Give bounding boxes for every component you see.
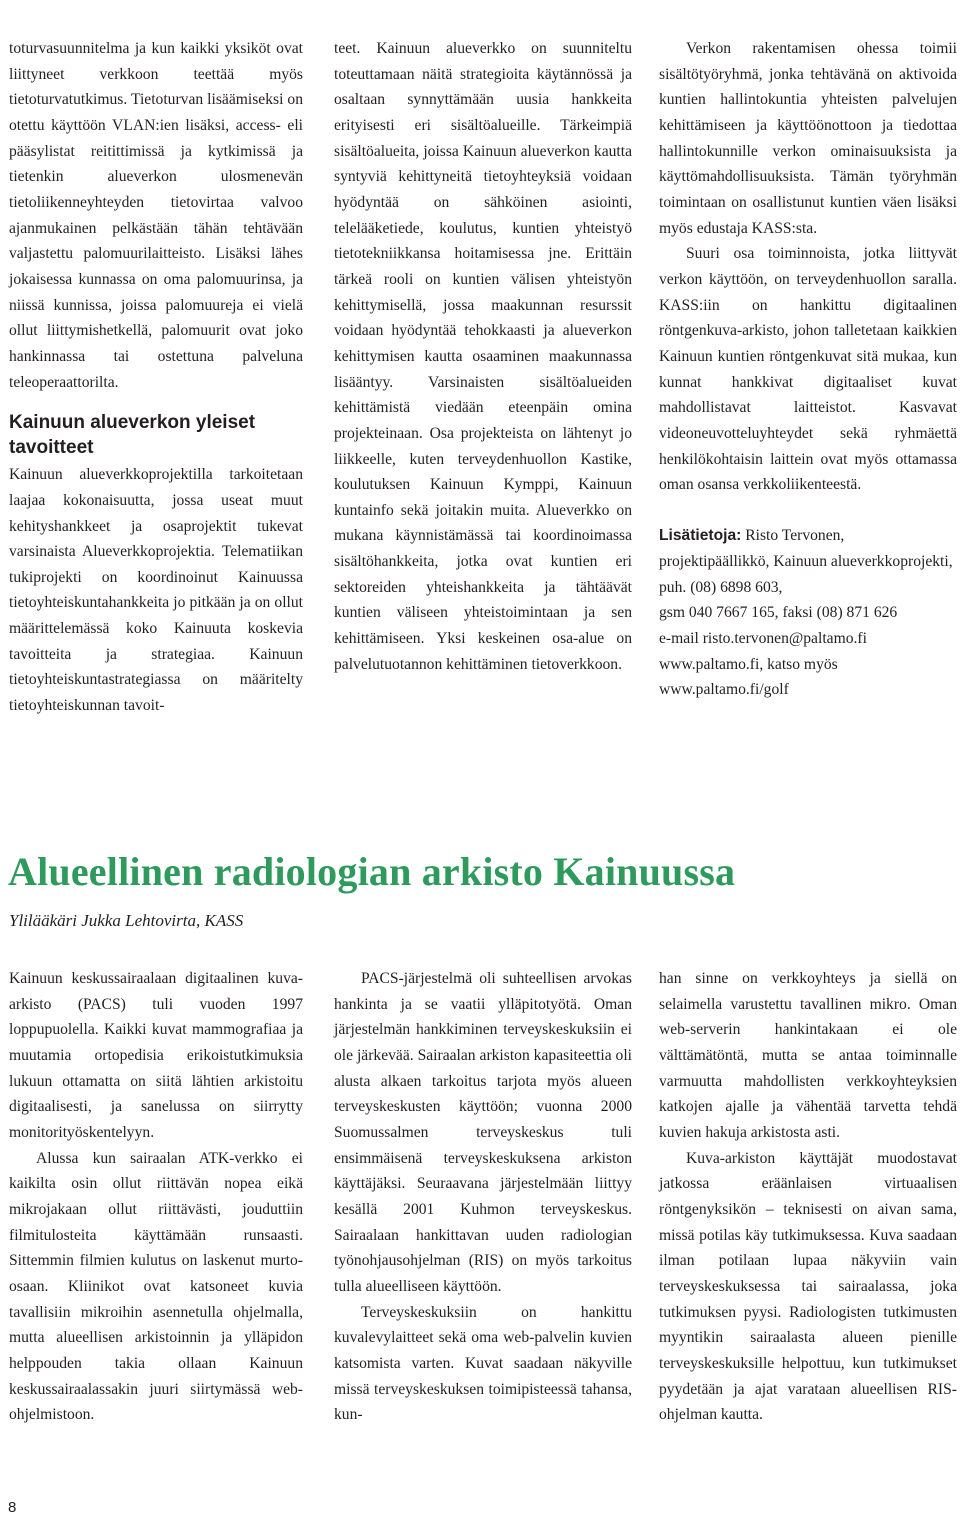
article-col1-paragraph-2: Alussa kun sairaalan ATK-verkko ei kaikilta osin ollut riittävän nopea eikä mikrojakaan ollut riittävästi, jouduttiin filmitulosteita käyttämään runsaasti. Sittemmin filmien kulutus on laskenut murto-osaan. Kliinikot ovat katsoneet kuvia tavallisiin mikroihin asennetulla ohjelmalla, mutta alueellisen arkistoinnin ja ylläpidon helppouden takia ollaan Kainuun keskussairaalassakin juuri siirtymässä web-ohjelmistoon. (9, 1149, 303, 1424)
contact-label: Lisätietoja: (659, 527, 742, 545)
article-column-3 (659, 966, 957, 1428)
contact-email: e-mail risto.tervonen@paltamo.fi (659, 630, 867, 648)
article-column-1 (9, 966, 303, 1428)
article-col2-paragraph-1: PACS-järjestelmä oli suhteellisen arvokas hankinta ja se vaatii ylläpitotyötä. Oman järjestelmän hankkiminen terveyskeskuksiin ei ole järkevää. Sairaalan arkiston kapasiteettia oli alusta alkaen tarkoitus tarjota myös alueen terveyskeskusten käyttöön; vuonna 2000 Suomussalmen terveyskeskus tuli ensimmäisenä terveyskeskuksena arkiston käyttäjäksi. Seuraavana järjestelmään liittyy kesällä 2001 Kuhmon terveyskeskus. Sairaalaan hankittavan uuden radiologian työnohjausohjelman (RIS) on myös tarkoitus tulla alueelliseen käyttöön. (334, 970, 632, 1295)
top-col1-paragraph-2: Kainuun alueverkkoprojektilla tarkoitetaan laajaa kokonaisuutta, jossa useat muut kehityshankkeet ja osaprojektit tukevat varsinaista Alueverkkoprojektia. Telematiikan tukiprojekti on koordinoinut Kainuussa tietoyhteiskuntahankkeita jo pitkään ja on ollut määrittelemässä koko Kainuuta koskevia tavoitteita ja strategiaa. Kainuun tietoyhteiskuntastrategiassa on määritelty tietoyhteiskunnan tavoit- (9, 466, 303, 715)
article-col3-paragraph-2: Kuva-arkiston käyttäjät muodostavat jatkossa eräänlaisen virtuaalisen röntgenyksikön – teknisesti on aivan sama, missä potilas käy tutkimuksessa. Kuva saadaan ilman potilaan lupaa näkyviin vain terveyskeskuksessa tai sairaalassa, joka tutkimuksen pyysi. Radiologisten tutkimusten myyntikin sairaalasta alueen pienille terveyskeskuksille helpottuu, kun tutkimukset pyydetään ja ajat varataan alueellisen RIS-ohjelman kautta. (659, 1149, 957, 1424)
page-number: 8 (8, 1499, 17, 1516)
contact-www-1: www.paltamo.fi, katso myös (659, 655, 838, 673)
top-article-column-3 (659, 36, 957, 703)
contact-gsm: gsm 040 7667 165, faksi (08) 871 626 (659, 604, 898, 622)
top-col3-paragraph-2: Suuri osa toiminnoista, jotka liittyvät verkon käyttöön, on terveydenhuollon saralla. KASS:iin on hankittu digitaalinen röntgenkuva-arkisto, johon talletetaan kaikkien Kainuun kuntien röntgenkuvat sitä mukaa, kun kunnat hankkivat digitaaliset kuvat mahdollistavat laitteistot. Kasvavat videoneuvotteluyhteydet sekä ryhmäettä henkilökohtaisin laittein ovat myös ottamassa oman osansa verkkoliikenteestä. (659, 245, 957, 494)
contact-text: Risto Tervonen, projektipäällikkö, Kainuun alueverkkoprojekti, puh. (08) 6898 603, (659, 527, 953, 596)
article-col1-paragraph-1: Kainuun keskussairaalaan digitaalinen kuva-arkisto (PACS) tuli vuoden 1997 loppupuolella. Kaikki kuvat mammografiaa ja muutamia ortopedisia erikoistutkimuksia lukuun ottamatta on siitä lähtien arkistoitu digitaalisesti, ja sanelussa on siirrytty monitorityöskentelyyn. (9, 970, 303, 1141)
spacer (659, 498, 957, 524)
contact-www-2: www.paltamo.fi/golf (659, 681, 789, 699)
top-article-column-2 (334, 36, 632, 677)
top-col1-paragraph-1: toturvasuunnitelma ja kun kaikki yksiköt ovat liittyneet verkkoon teettää myös tietoturvatutkimus. Tietoturvan lisäämiseksi on otettu käyttöön VLAN:ien lisäksi, access- eli pääsylistat reitittimissä ja kytkimissä ja tietenkin alueverkon ulosmenevän tietoliikenneyhteyden tietovirtaa valvoo ajanmukainen pelkästään tähän tehtävään valjastettu palomuurilaitteisto. Lisäksi lähes jokaisessa kunnassa on oma palomuurinsa, ja niissä kunnissa, joissa palomuureja ei vielä ollut liittymishetkellä, palomuurit ovat joko hankinnassa tai ostettuna palveluna teleoperaattorilta. (9, 40, 303, 391)
article-title: Alueellinen radiologian arkisto Kainuussa (8, 849, 736, 894)
article-column-2 (334, 966, 632, 1428)
top-col3-paragraph-1: Verkon rakentamisen ohessa toimii sisältötyöryhmä, jonka tehtävänä on aktivoida kuntien hallintokuntia yhteisten palvelujen kehittämiseen ja käyttöönottoon ja tiedottaa hallintokunnille verkon ominaisuuksista ja käyttömahdollisuuksista. Tämän työryhmän toimintaan on osallistunut kuntien väen lisäksi myös edustaja KASS:sta. (659, 40, 957, 237)
top-col2-paragraph-1: teet. Kainuun alueverkko on suunniteltu toteuttamaan näitä strategioita käytännössä ja osaltaan synnyttämään uusia hankkeita erityisesti eri sisältöalueille. Tärkeimpiä sisältöalueita, joissa Kainuun alueverkon kautta syntyviä kehittyneitä tietoyhteyksiä voidaan hyödyntää on sähköinen asiointi, telelääketiede, koulutus, kuntien yhteistyö tietotekniikkansa hoitamisessa jne. Erittäin tärkeä rooli on kuntien välisen yhteistyön kehittymisellä, jossa maakunnan resurssit voidaan hyödyntää tehokkaasti ja alueverkon kehittymisen kautta osaaminen maakunnassa lisääntyy. Varsinaisten sisältöalueiden kehittämistä viedään eteenpäin omina projekteinaan. Osa projekteista on lähtenyt jo liikkeelle, kuten terveydenhuollon Kastike, koulutuksen Kainuun Kymppi, Kainuun kuntainfo sekä joitakin muita. Alueverkko on mukana käynnistämässä tai koordinoimassa sisältöhankkeita, jotka ovat kuntien eri sektoreiden yhteishankkeita ja tähtäävät kuntien väliseen yhteistoimintaan ja sen kehittämiseen. Yksi keskeinen osa-alue on palvelutuotannon kehittäminen tietoverkkoon. (334, 40, 632, 673)
section-heading-alueverkon-tavoitteet: Kainuun alueverkon yleiset tavoitteet (9, 412, 256, 459)
article-byline: Ylilääkäri Jukka Lehtovirta, KASS (9, 911, 244, 930)
top-article-column-1 (9, 36, 303, 719)
article-col3-paragraph-1: han sinne on verkkoyhteys ja siellä on selaimella varustettu tavallinen mikro. Oman web-serverin hankintakaan ei ole välttämätöntä, mutta se antaa toiminnalle varmuutta mahdollisten verkkoyhteyksien katkojen ajalle ja vähentää tarvetta tehdä kuvien hakuja arkistosta asti. (659, 970, 957, 1141)
article-col2-paragraph-2: Terveyskeskuksiin on hankittu kuvalevylaitteet sekä oma web-palvelin kuvien katsomista varten. Kuvat saadaan näkyville missä terveyskeskuksen toimipisteessä tahansa, kun- (334, 1303, 632, 1424)
contact-info (659, 523, 957, 600)
